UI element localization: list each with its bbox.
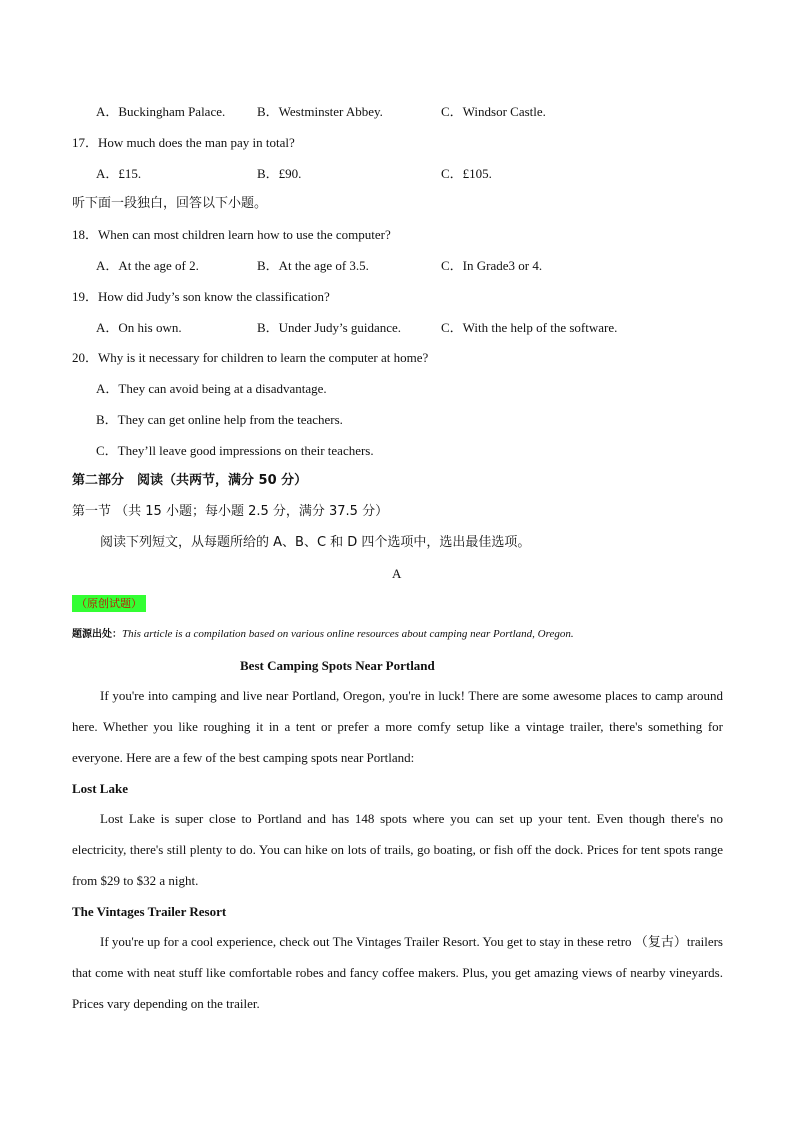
original-question-tag: （原创试题） bbox=[72, 595, 146, 612]
q18-question: 18．When can most children learn how to use the computer? bbox=[72, 227, 391, 242]
section1-heading: 第一节 （共 15 小题；每小题 2.5 分，满分 37.5 分） bbox=[72, 504, 389, 519]
q19-option-a: A．On his own. bbox=[96, 320, 182, 335]
article-title: Best Camping Spots Near Portland bbox=[240, 658, 435, 673]
reading-instruction: 阅读下列短文，从每题所给的 A、B、C 和 D 四个选项中，选出最佳选项。 bbox=[100, 535, 531, 550]
q20-option-c: C．They’ll leave good impressions on their teachers. bbox=[96, 443, 374, 458]
q18-option-b: B．At the age of 3.5. bbox=[257, 258, 369, 273]
q16-option-b: B．Westminster Abbey. bbox=[257, 104, 383, 119]
part2-heading: 第二部分 阅读（共两节，满分 50 分） bbox=[72, 473, 308, 488]
q20-option-a: A．They can avoid being at a disadvantage. bbox=[96, 381, 327, 396]
q19-option-b: B．Under Judy’s guidance. bbox=[257, 320, 402, 335]
q18-option-c: C．In Grade3 or 4. bbox=[441, 258, 543, 273]
q20-question: 20．Why is it necessary for children to learn the computer at home? bbox=[72, 350, 429, 365]
source-text: This article is a compilation based on various online resources about camping near Portland, Oregon. bbox=[122, 628, 574, 640]
q17-option-b: B．£90. bbox=[257, 166, 302, 181]
q18-option-a: A．At the age of 2. bbox=[96, 258, 199, 273]
q16-option-a: A．Buckingham Palace. bbox=[96, 104, 226, 119]
q19-question: 19．How did Judy’s son know the classification? bbox=[72, 289, 330, 304]
source-label: 题源出处： bbox=[72, 629, 122, 640]
q17-option-a: A．£15. bbox=[96, 166, 142, 181]
passage-letter: A bbox=[392, 566, 402, 581]
q17-option-c: C．£105. bbox=[441, 166, 492, 181]
section-body-lost-lake: Lost Lake is super close to Portland and has 148 spots where you can set up your tent. Even though there's no electricity, there's still plenty to do. You can hike on lots of trails, go boating, or fish off the dock. Prices for tent spots range from $29 to $32 a night. bbox=[72, 811, 723, 888]
section-title-lost-lake: Lost Lake bbox=[72, 781, 128, 796]
monologue-instruction: 听下面一段独白，回答以下小题。 bbox=[72, 196, 268, 211]
section-body-vintages: If you're up for a cool experience, check out The Vintages Trailer Resort. You get to stay in these retro （复古）trailers that come with neat stuff like comfortable robes and fancy coffee makers. Plus, you get amazing views of nearby vineyards. Prices vary depending on the trailer. bbox=[72, 934, 723, 1011]
article-intro: If you're into camping and live near Portland, Oregon, you're in luck! There are some awesome places to camp around here. Whether you like roughing it in a tent or prefer a more comfy setup like a vintage trailer, there's something for everyone. Here are a few of the best camping spots near Portland: bbox=[72, 688, 723, 765]
q16-option-c: C．Windsor Castle. bbox=[441, 104, 546, 119]
section-title-vintages: The Vintages Trailer Resort bbox=[72, 904, 227, 919]
q17-question: 17．How much does the man pay in total? bbox=[72, 135, 295, 150]
q19-option-c: C．With the help of the software. bbox=[441, 320, 618, 335]
source-line bbox=[72, 627, 574, 642]
q20-option-b: B．They can get online help from the teachers. bbox=[96, 412, 343, 427]
